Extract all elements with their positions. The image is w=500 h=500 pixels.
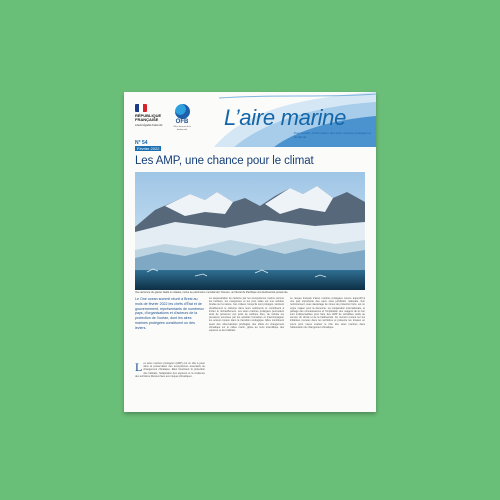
article-body-col3: Le réseau français d’aires marines protégées couvre aujourd’hui une part importante des eaux sous juridiction nationale. Son renforcement, avec davantage de zones de protection forte, est un enjeu majeur pour la décennie. La coopération internationale, le partage des connaissances et l’implication des usagers de la mer sont indispensables pour faire des AMP de véritables outils au service du climat et de la biodiversité. Ce numéro revient sur les initiatives menées dans les territoires et présente les travaux en cours pour mieux évaluer le rôle des aires marines dans l’atténuation du changement climatique. xyxy=(290,297,365,329)
magazine-cover xyxy=(124,92,376,412)
article-lead: Le One ocean summit réunit à Brest au mois de février 2022 les chefs d’État et de gouvernement, représentants de nombreux pays, d’organisations et d’acteurs de la protection de l’océan, dont les aires marines protégées constituent un des leviers. xyxy=(135,297,204,330)
marianne-flag-icon xyxy=(135,104,147,112)
dropcap-letter: L xyxy=(135,362,143,374)
cover-header xyxy=(124,92,376,147)
magazine-tagline: Pour la lettre d’information des aires marines protégées et du littoral xyxy=(294,131,372,139)
article-headline: Les AMP, une chance pour le climat xyxy=(135,155,314,167)
magazine-title: L’aire marine xyxy=(224,105,347,130)
republic-name: RÉPUBLIQUE FRANÇAISE xyxy=(135,113,162,123)
republic-motto: Liberté Égalité Fraternité xyxy=(135,123,163,127)
article-body-col1 xyxy=(135,362,205,409)
issue-number: N° 54 xyxy=(135,140,148,146)
ofb-name: Office français de la biodiversité xyxy=(173,126,191,131)
col1-text: es aires marines protégées (AMP) ont un rôle à jouer dans la préservation des écosystèmes essentiels au changement climatique. Elles favorisent la protection des habitats, l’adaptation des espèces et la résilience des territoires littoraux face aux risques climatiques. xyxy=(135,362,205,378)
ofb-logo xyxy=(172,104,192,131)
ofb-acronym: OFB xyxy=(175,119,189,125)
republique-francaise-logo xyxy=(135,104,165,127)
issue-date: Février 2022 xyxy=(137,146,160,151)
ofb-emblem-icon xyxy=(175,104,190,119)
photo-caption: Vue aérienne du glacier Aialik en Alaska, inclus au patrimoine mondial de l’Unesco, un littoral du Pacifique à la biodiversité préservée. xyxy=(135,291,289,294)
article-body-col2: La séquestration du carbone par les écosystèmes marins comme les herbiers, les mangroves et les prés salés est une solution fondée sur la nature. Ces milieux, lorsqu’ils sont protégés, stockent durablement le carbone dans leurs sédiments et contribuent à limiter le réchauffement. Les aires marines protégées permettent ainsi de préserver ces puits de carbone bleu, de réduire les pressions exercées par les activités humaines et d’accompagner les acteurs locaux dans la transition écologique. Elles constituent aussi des observatoires privilégiés des effets du changement climatique sur le milieu marin, grâce au suivi scientifique des espèces et des habitats. xyxy=(209,297,284,333)
glacier-photo xyxy=(135,172,365,290)
